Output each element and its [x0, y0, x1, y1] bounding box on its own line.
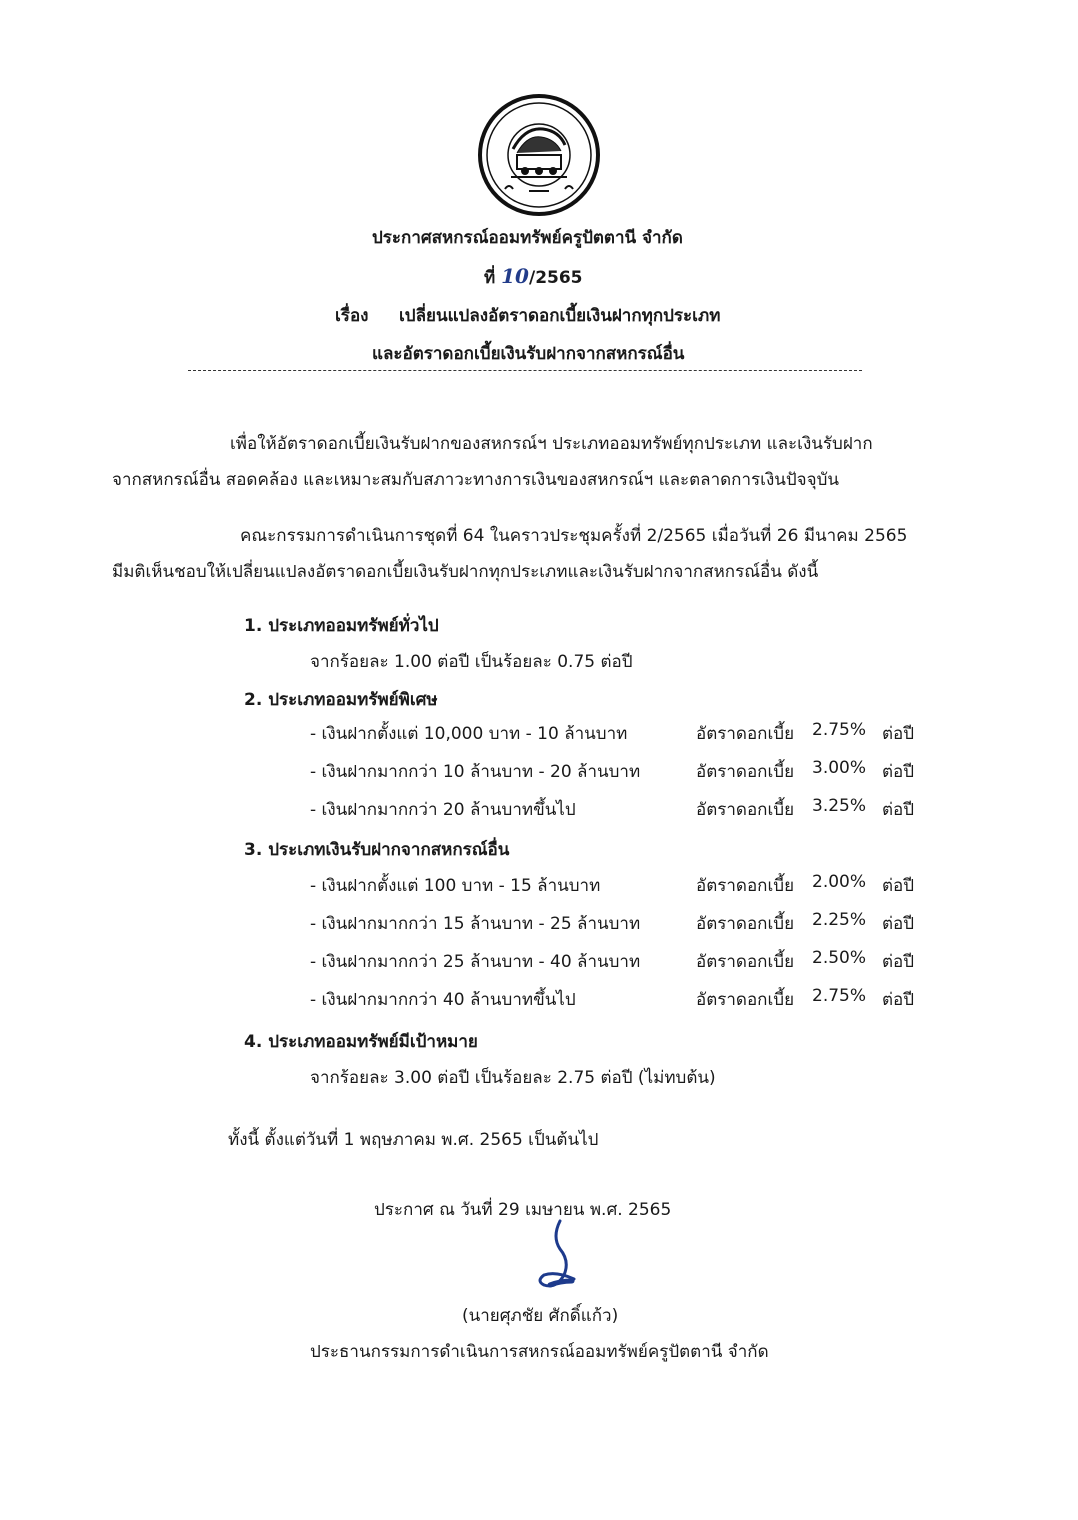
paragraph-2-line-2: มีมติเห็นชอบให้เปลี่ยนแปลงอัตราดอกเบี้ยเงินรับฝากทุกประเภทและเงินรับฝากจากสหกรณ์อื่น ดังนี้	[112, 562, 819, 582]
section-3-row-2-label: อัตราดอกเบี้ย	[696, 914, 795, 934]
handwritten-signature	[530, 1215, 594, 1295]
announced-date: ประกาศ ณ วันที่ 29 เมษายน พ.ศ. 2565	[374, 1200, 672, 1220]
section-3-row-4-range: - เงินฝากมากกว่า 40 ล้านบาทขึ้นไป	[310, 990, 576, 1010]
section-1-title: 1. ประเภทออมทรัพย์ทั่วไป	[244, 616, 439, 636]
section-4-title: 4. ประเภทออมทรัพย์มีเป้าหมาย	[244, 1032, 478, 1052]
section-3-title: 3. ประเภทเงินรับฝากจากสหกรณ์อื่น	[244, 840, 510, 860]
section-3-row-1-range: - เงินฝากตั้งแต่ 100 บาท - 15 ล้านบาท	[310, 876, 601, 896]
section-3-row-1-label: อัตราดอกเบี้ย	[696, 876, 795, 896]
header-divider	[188, 370, 862, 371]
section-2-row-2-unit: ต่อปี	[882, 762, 915, 782]
section-2-row-3-unit: ต่อปี	[882, 800, 915, 820]
section-3-row-1-unit: ต่อปี	[882, 876, 915, 896]
announcement-title: ประกาศสหกรณ์ออมทรัพย์ครูปัตตานี จำกัด	[372, 228, 683, 248]
section-2-row-1-label: อัตราดอกเบี้ย	[696, 724, 795, 744]
number-suffix: /2565	[528, 268, 583, 288]
subject-label: เรื่อง	[335, 306, 369, 326]
section-2-row-3-label: อัตราดอกเบี้ย	[696, 800, 795, 820]
cooperative-seal-logo	[477, 93, 601, 217]
section-2-title: 2. ประเภทออมทรัพย์พิเศษ	[244, 690, 438, 710]
section-3-row-2-unit: ต่อปี	[882, 914, 915, 934]
section-3-row-4-label: อัตราดอกเบี้ย	[696, 990, 795, 1010]
section-3-row-4-rate: 2.75%	[812, 986, 867, 1006]
effective-date: ทั้งนี้ ตั้งแต่วันที่ 1 พฤษภาคม พ.ศ. 2565 เป็นต้นไป	[228, 1130, 599, 1150]
section-3-row-2-rate: 2.25%	[812, 910, 867, 930]
section-2-row-2-label: อัตราดอกเบี้ย	[696, 762, 795, 782]
section-2-row-1-range: - เงินฝากตั้งแต่ 10,000 บาท - 10 ล้านบาท	[310, 724, 628, 744]
subject-line-1: เปลี่ยนแปลงอัตราดอกเบี้ยเงินฝากทุกประเภท	[399, 306, 721, 326]
paragraph-1-line-1: เพื่อให้อัตราดอกเบี้ยเงินรับฝากของสหกรณ์ฯ ประเภทออมทรัพย์ทุกประเภท และเงินรับฝาก	[230, 434, 873, 454]
signer-name: (นายศุภชัย ศักดิ์แก้ว)	[462, 1306, 619, 1326]
announcement-number	[484, 264, 583, 291]
section-2-row-2-rate: 3.00%	[812, 758, 867, 778]
section-2-row-2-range: - เงินฝากมากกว่า 10 ล้านบาท - 20 ล้านบาท	[310, 762, 641, 782]
section-4-detail: จากร้อยละ 3.00 ต่อปี เป็นร้อยละ 2.75 ต่อปี (ไม่ทบต้น)	[310, 1068, 716, 1088]
section-3-row-3-unit: ต่อปี	[882, 952, 915, 972]
section-2-row-3-range: - เงินฝากมากกว่า 20 ล้านบาทขึ้นไป	[310, 800, 576, 820]
section-3-row-4-unit: ต่อปี	[882, 990, 915, 1010]
number-prefix: ที่	[484, 268, 496, 288]
paragraph-1-line-2: จากสหกรณ์อื่น สอดคล้อง และเหมาะสมกับสภาวะทางการเงินของสหกรณ์ฯ และตลาดการเงินปัจจุบัน	[112, 470, 840, 490]
number-handwritten: 10	[501, 264, 529, 288]
section-1-detail: จากร้อยละ 1.00 ต่อปี เป็นร้อยละ 0.75 ต่อปี	[310, 652, 633, 672]
section-3-row-3-rate: 2.50%	[812, 948, 867, 968]
signer-position: ประธานกรรมการดำเนินการสหกรณ์ออมทรัพย์ครูปัตตานี จำกัด	[310, 1342, 769, 1362]
section-3-row-2-range: - เงินฝากมากกว่า 15 ล้านบาท - 25 ล้านบาท	[310, 914, 641, 934]
section-3-row-3-range: - เงินฝากมากกว่า 25 ล้านบาท - 40 ล้านบาท	[310, 952, 641, 972]
section-3-row-3-label: อัตราดอกเบี้ย	[696, 952, 795, 972]
section-2-row-1-rate: 2.75%	[812, 720, 867, 740]
section-3-row-1-rate: 2.00%	[812, 872, 867, 892]
subject-line-2: และอัตราดอกเบี้ยเงินรับฝากจากสหกรณ์อื่น	[372, 344, 685, 364]
section-2-row-3-rate: 3.25%	[812, 796, 867, 816]
section-2-row-1-unit: ต่อปี	[882, 724, 915, 744]
paragraph-2-line-1: คณะกรรมการดำเนินการชุดที่ 64 ในคราวประชุมครั้งที่ 2/2565 เมื่อวันที่ 26 มีนาคม 2565	[240, 526, 908, 546]
